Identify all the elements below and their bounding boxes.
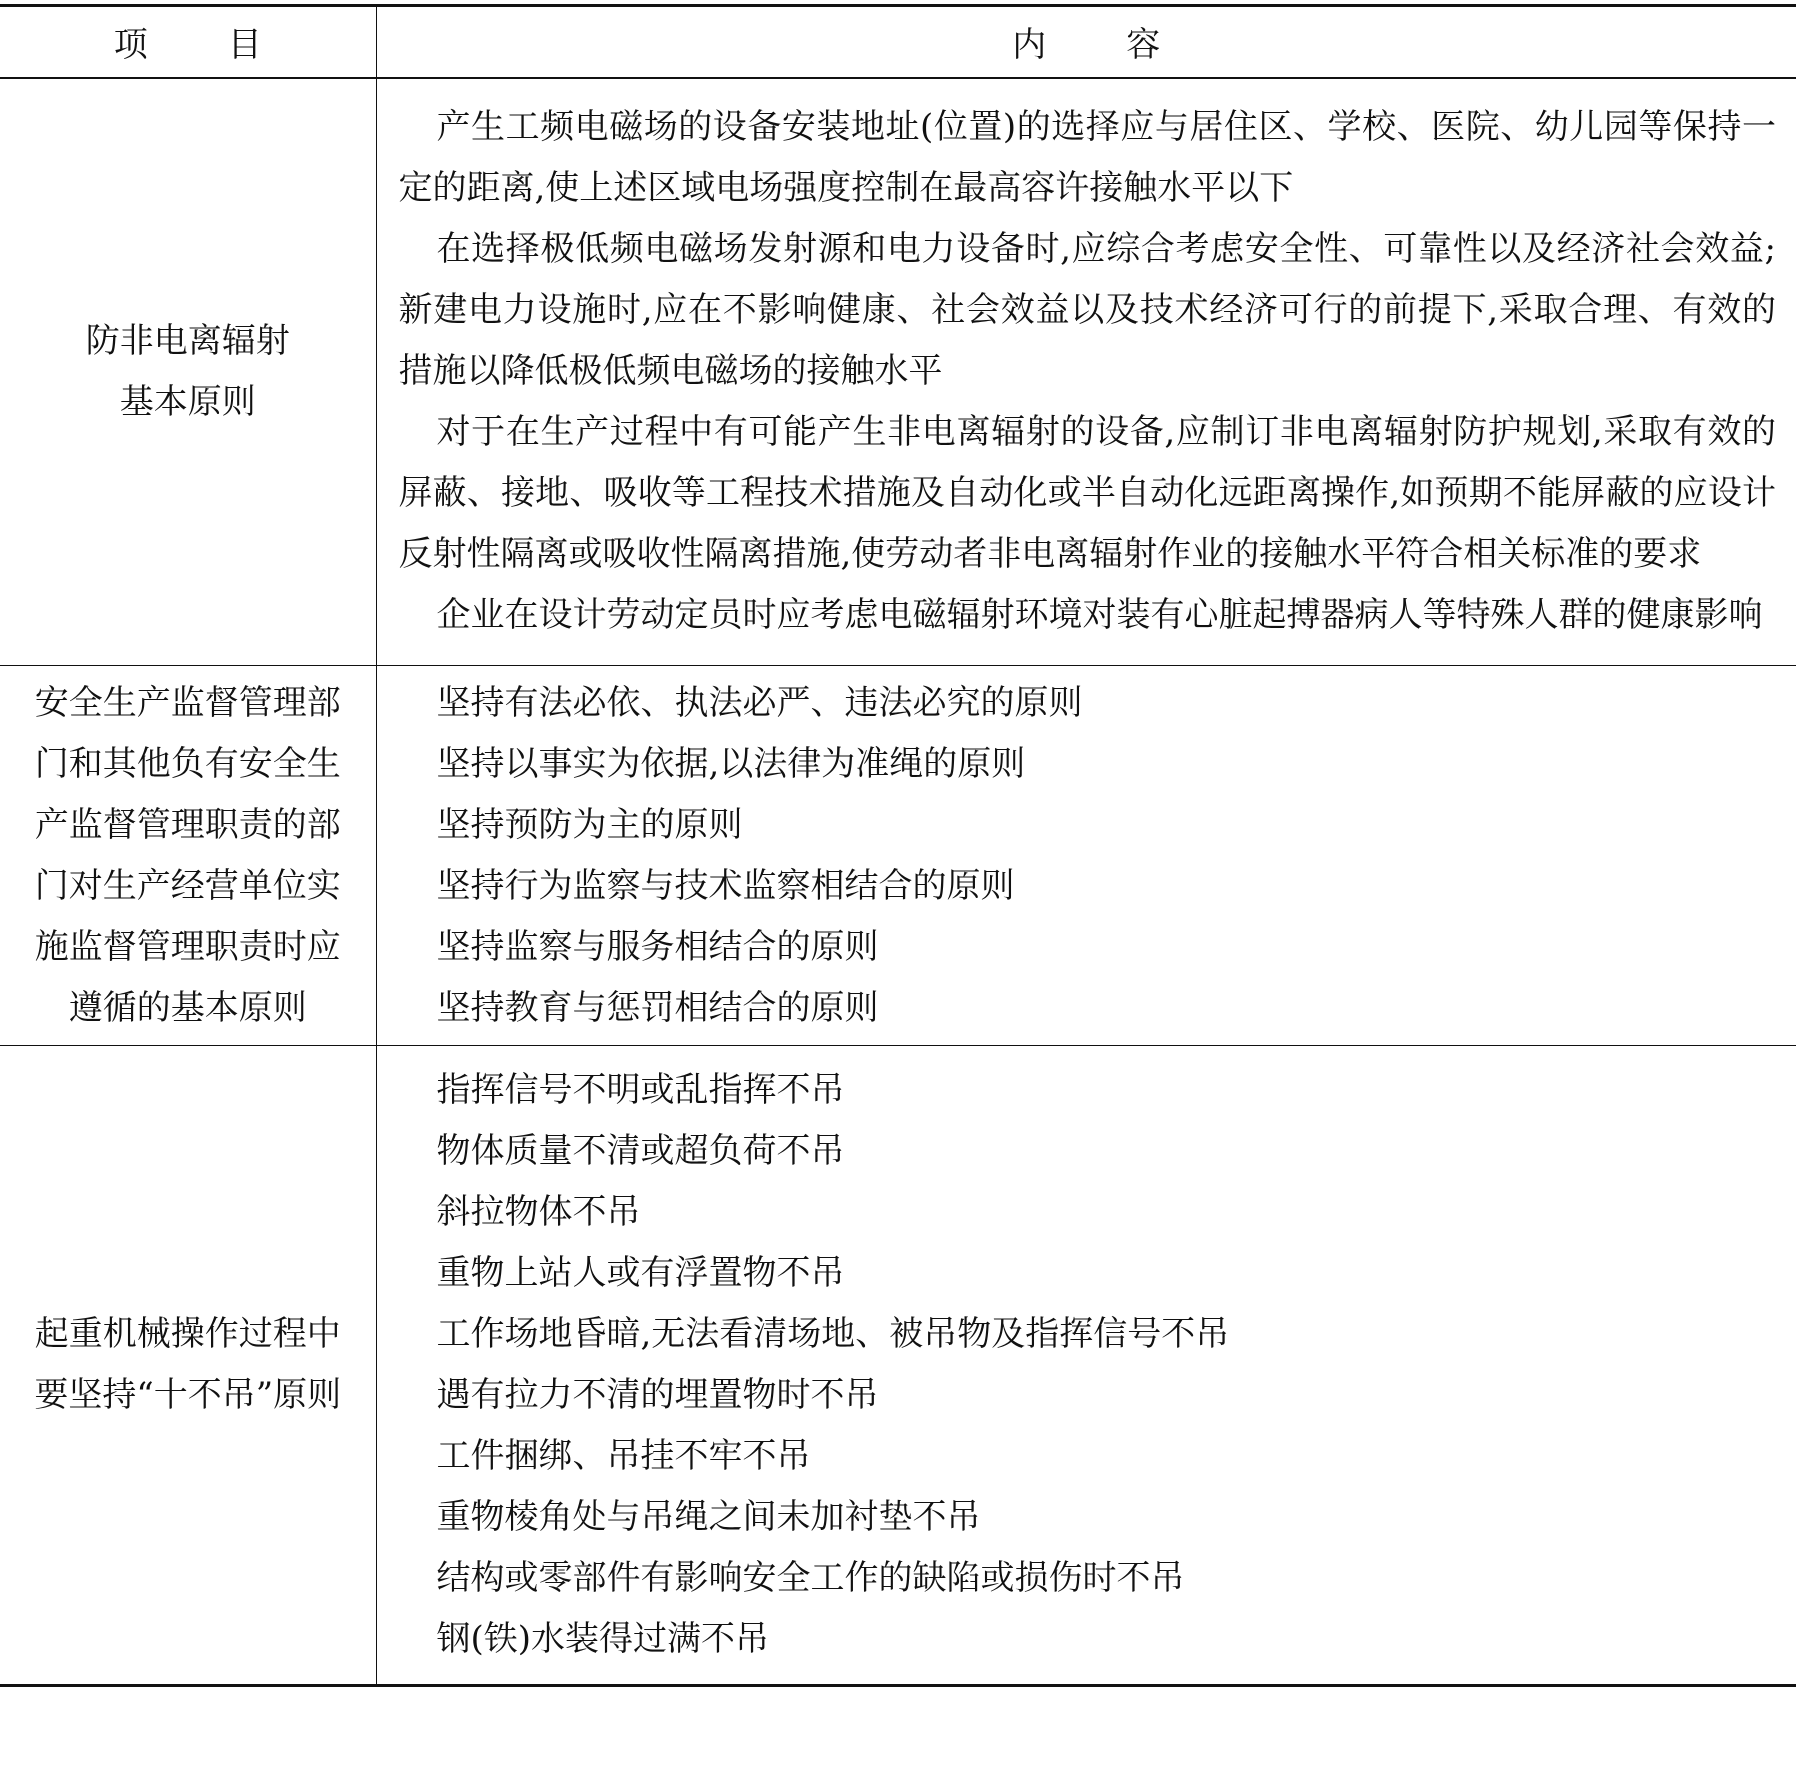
header-content: 内容 (376, 6, 1796, 78)
item-line: 门和其他负有安全生 (34, 743, 341, 784)
row-item (0, 78, 376, 666)
content-paragraph: 斜拉物体不吊 (436, 1192, 641, 1232)
content-paragraph: 坚持教育与惩罚相结合的原则 (436, 987, 879, 1028)
header-item: 项目 (0, 6, 376, 78)
row-content (376, 666, 1796, 1046)
item-line: 门对生产经营单位实 (34, 865, 341, 906)
content-paragraph: 工作场地昏暗,无法看清场地、被吊物及指挥信号不吊 (436, 1314, 1230, 1354)
content-paragraph: 钢(铁)水装得过满不吊 (436, 1619, 770, 1659)
row-content (376, 1046, 1796, 1686)
row-item (0, 666, 376, 1046)
content-paragraph: 结构或零部件有影响安全工作的缺陷或损伤时不吊 (436, 1558, 1185, 1598)
item-line: 起重机械操作过程中 (34, 1314, 341, 1354)
row-content (376, 78, 1796, 666)
content-paragraph: 坚持行为监察与技术监察相结合的原则 (436, 865, 1015, 906)
content-paragraph: 坚持有法必依、执法必严、违法必究的原则 (436, 682, 1083, 723)
content-paragraph: 企业在设计劳动定员时应考虑电磁辐射环境对装有心脏起搏器病人等特殊人群的健康影响 (436, 595, 1763, 636)
content-paragraph: 产生工频电磁场的设备安装地址(位置)的选择应与居住区、学校、医院、幼儿园等保持一定的距离,使上述区域电场强度控制在最高容许接触水平以下 (398, 107, 1776, 209)
row-item (0, 1046, 376, 1686)
content-paragraph: 对于在生产过程中有可能产生非电离辐射的设备,应制订非电离辐射防护规划,采取有效的屏蔽、接地、吸收等工程技术措施及自动化或半自动化远距离操作,如预期不能屏蔽的应设计反射性隔离或吸收性隔离措施,使劳动者非电离辐射作业的接触水平符合相关标准的要求 (398, 412, 1776, 575)
content-paragraph: 坚持预防为主的原则 (436, 804, 743, 845)
item-line: 要坚持“十不吊”原则 (34, 1375, 342, 1415)
content-paragraph: 坚持监察与服务相结合的原则 (436, 926, 879, 967)
content-paragraph: 指挥信号不明或乱指挥不吊 (436, 1070, 845, 1110)
item-line: 遵循的基本原则 (68, 987, 307, 1028)
content-paragraph: 物体质量不清或超负荷不吊 (436, 1131, 845, 1171)
item-line: 安全生产监督管理部 (34, 682, 341, 723)
content-paragraph: 重物上站人或有浮置物不吊 (436, 1253, 845, 1293)
table-row (0, 1046, 1796, 1686)
content-paragraph: 工件捆绑、吊挂不牢不吊 (436, 1436, 811, 1476)
item-line: 施监督管理职责时应 (34, 926, 341, 967)
content-paragraph: 遇有拉力不清的埋置物时不吊 (436, 1375, 879, 1415)
item-line: 产监督管理职责的部 (34, 804, 341, 845)
table-header-row (0, 6, 1796, 78)
table-row (0, 666, 1796, 1046)
item-line: 防非电离辐射 (85, 320, 290, 361)
content-paragraph: 坚持以事实为依据,以法律为准绳的原则 (436, 743, 1026, 784)
content-paragraph: 在选择极低频电磁场发射源和电力设备时,应综合考虑安全性、可靠性以及经济社会效益;新建电力设施时,应在不影响健康、社会效益以及技术经济可行的前提下,采取合理、有效的措施以降低极低频电磁场的接触水平 (398, 229, 1776, 392)
item-line: 基本原则 (119, 381, 256, 422)
principles-table (0, 4, 1796, 1687)
table-row (0, 78, 1796, 666)
content-paragraph: 重物棱角处与吊绳之间未加衬垫不吊 (436, 1497, 981, 1537)
